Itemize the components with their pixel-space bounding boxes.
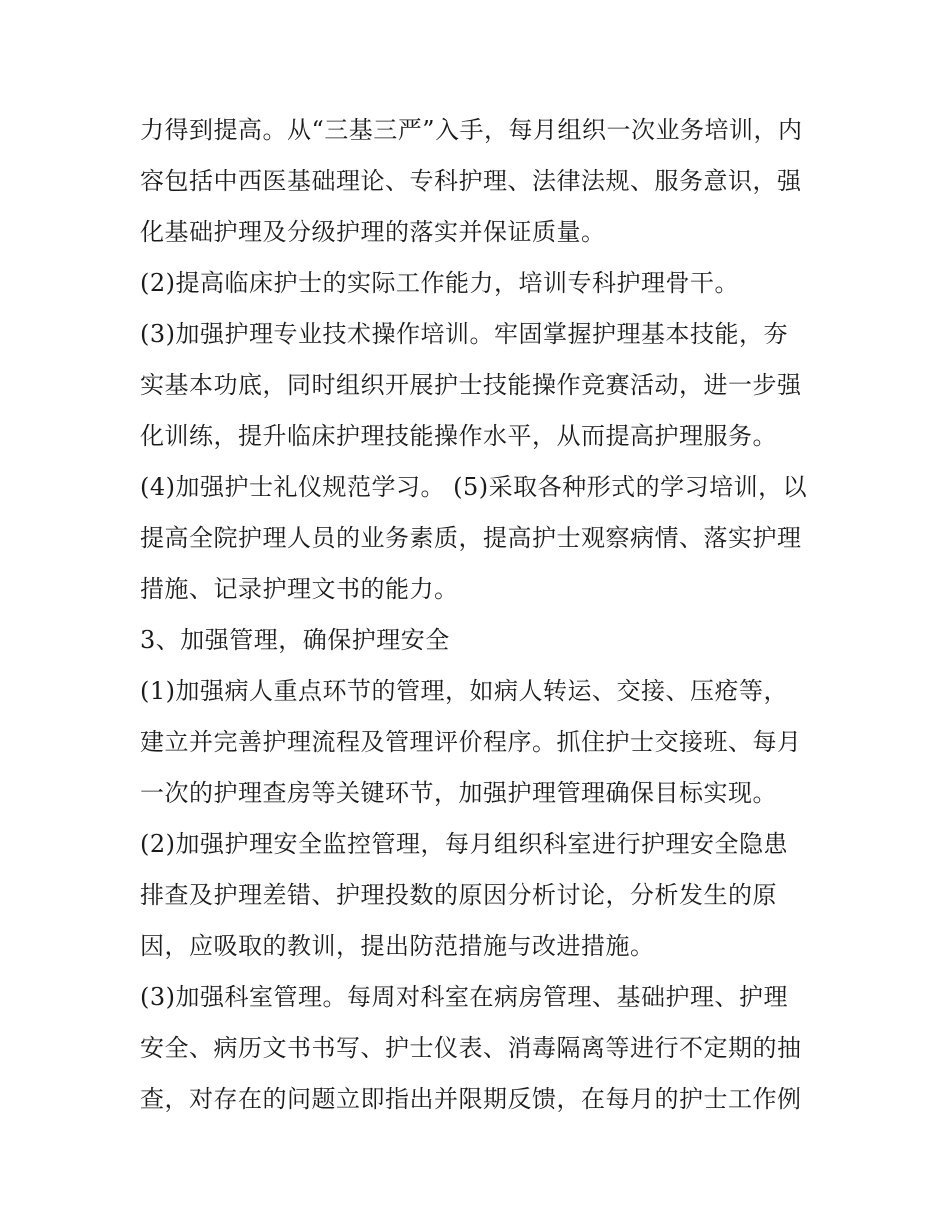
- text-line-5: (3)加强护理专业技术操作培训。牢固掌握护理基本技能，夯: [140, 320, 788, 348]
- text-line-13: 建立并完善护理流程及管理评价程序。抓住护士交接班、每月: [140, 728, 802, 756]
- text-line-6: 实基本功底，同时组织开展护士技能操作竞赛活动，进一步强: [140, 371, 802, 399]
- text-line-8: (4)加强护士礼仪规范学习。 (5)采取各种形式的学习培训，以: [140, 473, 808, 501]
- section-heading: 3、加强管理，确保护理安全: [140, 626, 450, 654]
- text-line-9: 提高全院护理人员的业务素质，提高护士观察病情、落实护理: [140, 524, 802, 552]
- text-line-10: 措施、记录护理文书的能力。: [140, 575, 459, 603]
- text-line-2: 容包括中西医基础理论、专科护理、法律法规、服务意识，强: [140, 167, 802, 195]
- text-line-3: 化基础护理及分级护理的落实并保证质量。: [140, 218, 606, 246]
- text-line-18: (3)加强科室管理。每周对科室在病房管理、基础护理、护理: [140, 983, 788, 1011]
- text-line-17: 因，应吸取的教训，提出防范措施与改进措施。: [140, 932, 655, 960]
- text-line-15: (2)加强护理安全监控管理，每月组织科室进行护理安全隐患: [140, 830, 788, 858]
- text-line-4: (2)提高临床护士的实际工作能力，培训专科护理骨干。: [140, 269, 739, 297]
- text-line-7: 化训练，提升临床护理技能操作水平，从而提高护理服务。: [140, 422, 777, 450]
- text-line-19: 安全、病历文书书写、护士仪表、消毒隔离等进行不定期的抽: [140, 1034, 802, 1062]
- text-line-12: (1)加强病人重点环节的管理，如病人转运、交接、压疮等，: [140, 677, 788, 705]
- text-line-1: 力得到提高。从“三基三严”入手，每月组织一次业务培训，内: [140, 116, 803, 144]
- text-line-14: 一次的护理查房等关键环节，加强护理管理确保目标实现。: [140, 779, 777, 807]
- text-line-20: 查，对存在的问题立即指出并限期反馈，在每月的护士工作例: [140, 1085, 802, 1113]
- text-line-16: 排查及护理差错、护理投数的原因分析讨论，分析发生的原: [140, 881, 777, 909]
